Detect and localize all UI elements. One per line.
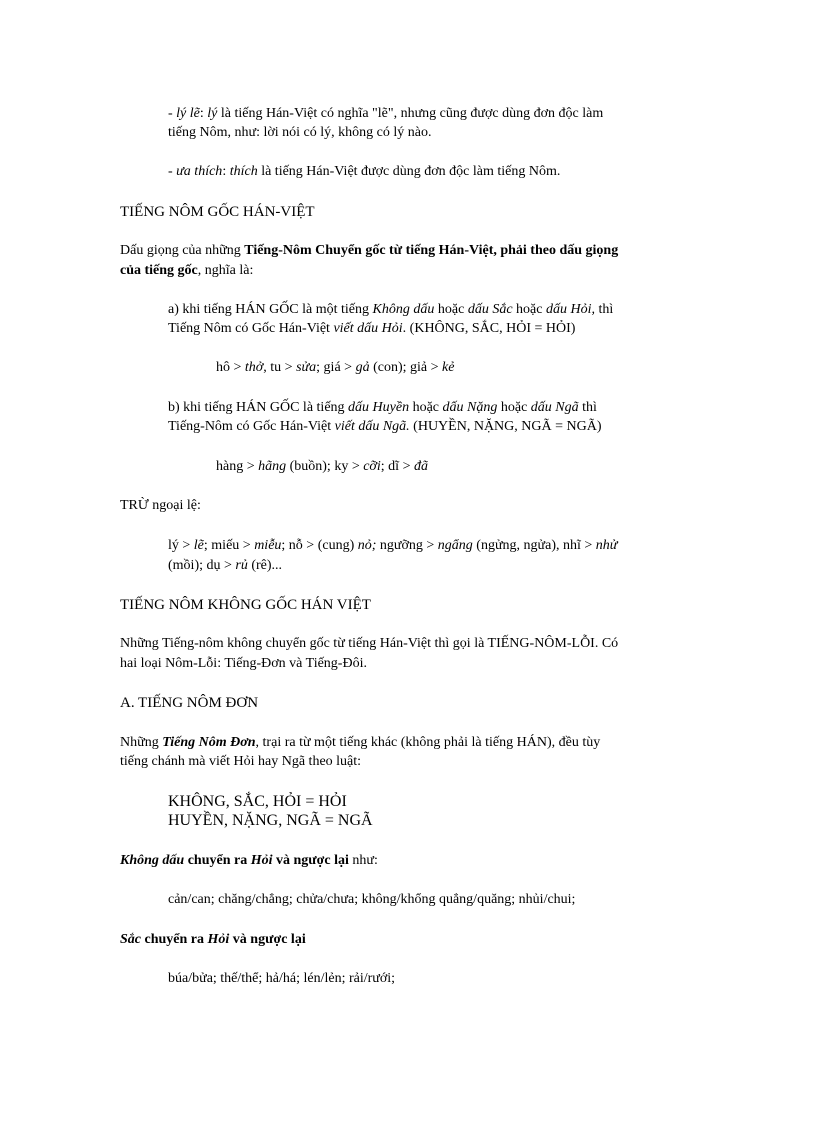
- law-line-2: HUYỀN, NẶNG, NGÃ = NGÃ: [168, 812, 373, 829]
- rule-a-examples: hô > thở, tu > sửa; giá > gả (con); giả > kẻ: [216, 360, 455, 375]
- exceptions-line-2: (mồi); dụ > rủ (rê)...: [168, 558, 283, 573]
- sac-heading: Sắc chuyển ra Hỏi và ngược lại: [120, 932, 306, 947]
- rule-b-line-2: Tiếng-Nôm có Gốc Hán-Việt viết dấu Ngã. (HUYỀN, NẶNG, NGÃ = NGÃ): [168, 419, 602, 434]
- ly-le-line-2: tiếng Nôm, như: lời nói có lý, không có lý nào.: [168, 125, 432, 140]
- tru-ngoai-le: TRỪ ngoại lệ:: [120, 498, 201, 513]
- law-line-1: KHÔNG, SẮC, HỎI = HỎI: [168, 793, 347, 810]
- exceptions-line-1: lý > lẽ; miếu > miễu; nỗ > (cung) nỏ; ngưỡng > ngẩng (ngửng, ngửa), nhĩ > nhử: [168, 538, 618, 553]
- dau-giong-line-1: Dấu giọng của những Tiếng-Nôm Chuyển gốc từ tiếng Hán-Việt, phải theo dấu giọng: [120, 243, 619, 258]
- rule-a-line-2: Tiếng Nôm có Gốc Hán-Việt viết dấu Hỏi. (KHÔNG, SẮC, HỎI = HỎI): [168, 321, 576, 336]
- rule-b-line-1: b) khi tiếng HÁN GỐC là tiếng dấu Huyền hoặc dấu Nặng hoặc dấu Ngã thì: [168, 400, 597, 415]
- rule-b-examples: hàng > hãng (buồn); ky > cỡi; dĩ > đã: [216, 459, 428, 474]
- sac-examples: búa/bửa; thế/thể; hả/há; lén/lẻn; rải/rưới;: [168, 971, 396, 986]
- nom-loi-line-2: hai loại Nôm-Lỗi: Tiếng-Đơn và Tiếng-Đôi.: [120, 656, 367, 671]
- heading-tieng-nom-don: A. TIẾNG NÔM ĐƠN: [120, 695, 259, 711]
- nom-don-line-2: tiếng chánh mà viết Hỏi hay Ngã theo luật:: [120, 754, 362, 769]
- khong-dau-examples: cản/can; chăng/chẳng; chửa/chưa; không/khổng quẳng/quăng; nhủi/chui;: [168, 892, 576, 907]
- ly-le-line-1: - lý lẽ: lý là tiếng Hán-Việt có nghĩa "lẽ", nhưng cũng được dùng đơn độc làm: [168, 106, 604, 121]
- nom-loi-line-1: Những Tiếng-nôm không chuyển gốc từ tiếng Hán-Việt thì gọi là TIẾNG-NÔM-LỖI. Có: [120, 636, 619, 651]
- ua-thich-line: - ưa thích: thích là tiếng Hán-Việt được dùng đơn độc làm tiếng Nôm.: [168, 164, 561, 179]
- dau-giong-line-2: của tiếng gốc, nghĩa là:: [120, 263, 254, 278]
- nom-don-line-1: Những Tiếng Nôm Đơn, trại ra từ một tiếng khác (không phải là tiếng HÁN), đều tùy: [120, 735, 601, 750]
- khong-dau-heading: Không dấu chuyển ra Hỏi và ngược lại như:: [120, 853, 378, 868]
- heading-khong-goc-han-viet: TIẾNG NÔM KHÔNG GỐC HÁN VIỆT: [120, 597, 371, 613]
- heading-goc-han-viet: TIẾNG NÔM GỐC HÁN-VIỆT: [120, 204, 315, 220]
- rule-a-line-1: a) khi tiếng HÁN GỐC là một tiếng Không dấu hoặc dấu Sắc hoặc dấu Hỏi, thì: [168, 302, 614, 317]
